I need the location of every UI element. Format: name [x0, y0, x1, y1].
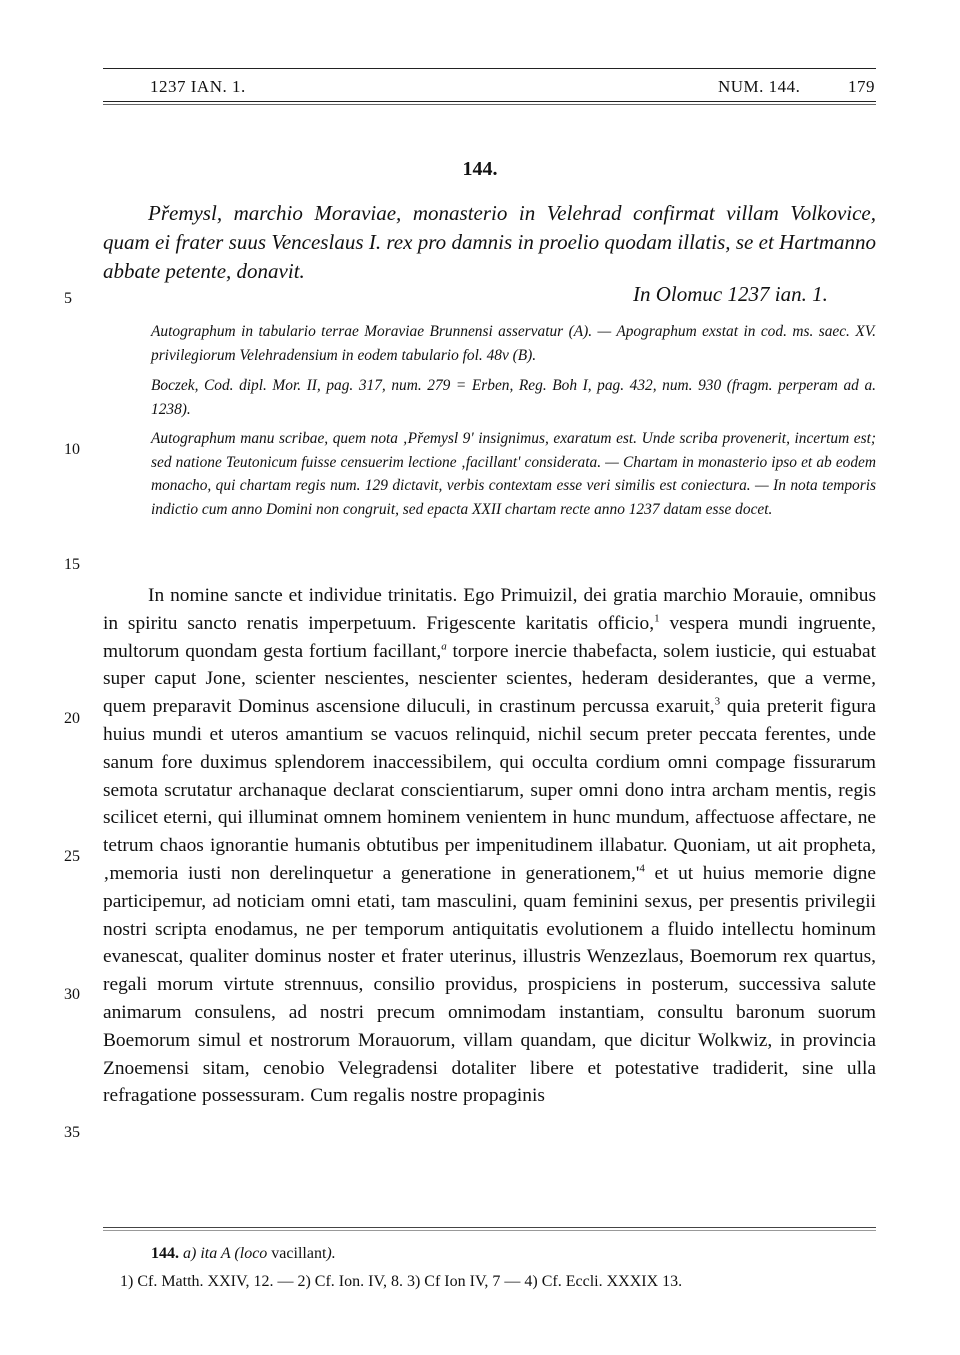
header-rule-top	[103, 68, 876, 69]
textual-footnote	[151, 1245, 336, 1263]
source-note-1: Autographum in tabulario terrae Moraviae Brunnensi asservatur (A). — Apographum exstat in cod. ms. saec. XV. privilegiorum Velehradensium in eodem tabulario fol. 48v (B).	[151, 323, 876, 364]
regest-summary: Přemysl, marchio Moraviae, monasterio in Velehrad confirmat villam Volkovice, quam ei frater suus Venceslaus I. rex pro damnis in proelio quodam illatis, se et Hartmanno abbate petente, donavit.	[103, 201, 876, 283]
document-number: 144.	[462, 158, 498, 180]
running-head-number: NUM. 144.	[718, 77, 801, 96]
line-number-10: 10	[64, 441, 80, 458]
charter-text-part-1: In nomine sancte et individue trinitatis. Ego Primuizil, dei gratia marchio Morauie, omnibus in spiritu sancto renatis imperpetuum. Frigescente karitatis officio,	[103, 585, 876, 634]
footnote-a-word: vacillant	[271, 1245, 327, 1262]
source-note-2: Boczek, Cod. dipl. Mor. II, pag. 317, num. 279 = Erben, Reg. Boh I, pag. 432, num. 930 (fragm. perperam ad a. 1238).	[151, 377, 876, 418]
source-note-3: Autographum manu scribae, quem nota ‚Přemysl 9' insignimus, exaratum est. Unde scriba provenerit, incertum est; sed natione Teutonicum fuisse censuerim lectione ‚facillant' considerata. — Chartam in monasterio ipso et ab eodem monacho, qui chartam regis num. 129 dictavit, verbis contextam esse veri similis est coniectura. — In nota temporis indictio cum anno Domini non congruit, sed epacta XXII chartam recte anno 1237 datam esse docet.	[151, 430, 876, 518]
running-head-date: 1237 IAN. 1.	[150, 77, 246, 96]
line-number-15: 15	[64, 556, 80, 573]
line-number-30: 30	[64, 986, 80, 1003]
charter-text-part-4: quia preterit figura huius mundi et uteros amantium se vacuos relinquid, nichil secum preter peccata ferentes, unde sanum fore duximus splendorem inaccessibilem, qui occulta cordium omni compage fissurarum semota scrutatur archanaque declarat conscientiarum, super omni dono intra archam mentis, regis scilicet eterni, qui illuminat omnem hominem venientem in hunc mundum, affectuose affectare, ne tetrum chaos ignorantie humanis obtutibus per impenitudinem illabatur. Quoniam, ut ait propheta, ‚memoria iusti non derelinquetur a generatione in generationem,'	[103, 696, 876, 884]
charter-text-part-5: et ut huius memorie digne participemur, ad noticiam omni etati, tam masculini, quam feminini sexus, per presentis privilegii nostri scripta enodamus, ne per temporum antiquitatis evolutionem a fluido intellectu hominum evanescat, qualiter dominus noster et frater uterinus, illustris Wenzezlaus, Boemorum rex quartus, regali morum virtute strennuus, consilio providus, prospiciens in posterum, successiva salute animarum consulens, ad nostri precum omnimodam instantiam, consultu baronum suorum Boemorum simul et nostrorum Morauorum, villam quandam, que dicitur Wolkwiz, in provincia Znoemensi sitam, cenobio Velegradensi dotaliter libere et potestative tradiderit, sine ulla refragatione possessuram. Cum regalis nostre propaginis	[103, 862, 876, 1107]
footnote-marker-3: 3	[714, 695, 721, 708]
header-rule-bottom-2	[103, 104, 876, 105]
line-number-5: 5	[64, 290, 72, 307]
footnote-a-text: ita A (loco	[200, 1245, 268, 1262]
line-number-20: 20	[64, 710, 80, 727]
footnote-rule	[103, 1227, 876, 1228]
footnote-doc-number: 144.	[151, 1245, 179, 1262]
charter-text-part-3: torpore inercie thabefacta, solem iusticie, qui estuabat super caput Jone, scienter nescientes, nescienter scientes, hederam desiderantes, que a verme, quem preparavit Dominus ascensione diluculi, in crastinum percussa exaruit,	[103, 640, 876, 718]
footnote-marker-4: 4	[639, 862, 645, 875]
footnote-marker-a: a	[441, 640, 447, 653]
page-number: 179	[848, 77, 875, 96]
line-number-35: 35	[64, 1124, 80, 1141]
footnote-a-end: ).	[326, 1245, 336, 1262]
charter-text	[103, 582, 876, 1110]
footnote-mark-a: a)	[183, 1245, 197, 1262]
place-date: In Olomuc 1237 ian. 1.	[633, 282, 828, 306]
line-number-25: 25	[64, 848, 80, 865]
header-rule-bottom	[103, 101, 876, 102]
source-footnotes: 1) Cf. Matth. XXIV, 12. — 2) Cf. Ion. IV, 8. 3) Cf Ion IV, 7 — 4) Cf. Eccli. XXXIX 13.	[120, 1273, 683, 1290]
footnote-marker-1: 1	[654, 612, 660, 625]
charter-text-part-2: vespera mundi ingruente, multorum quondam gesta fortium facillant,	[103, 612, 876, 662]
footnote-rule-2	[103, 1230, 876, 1231]
